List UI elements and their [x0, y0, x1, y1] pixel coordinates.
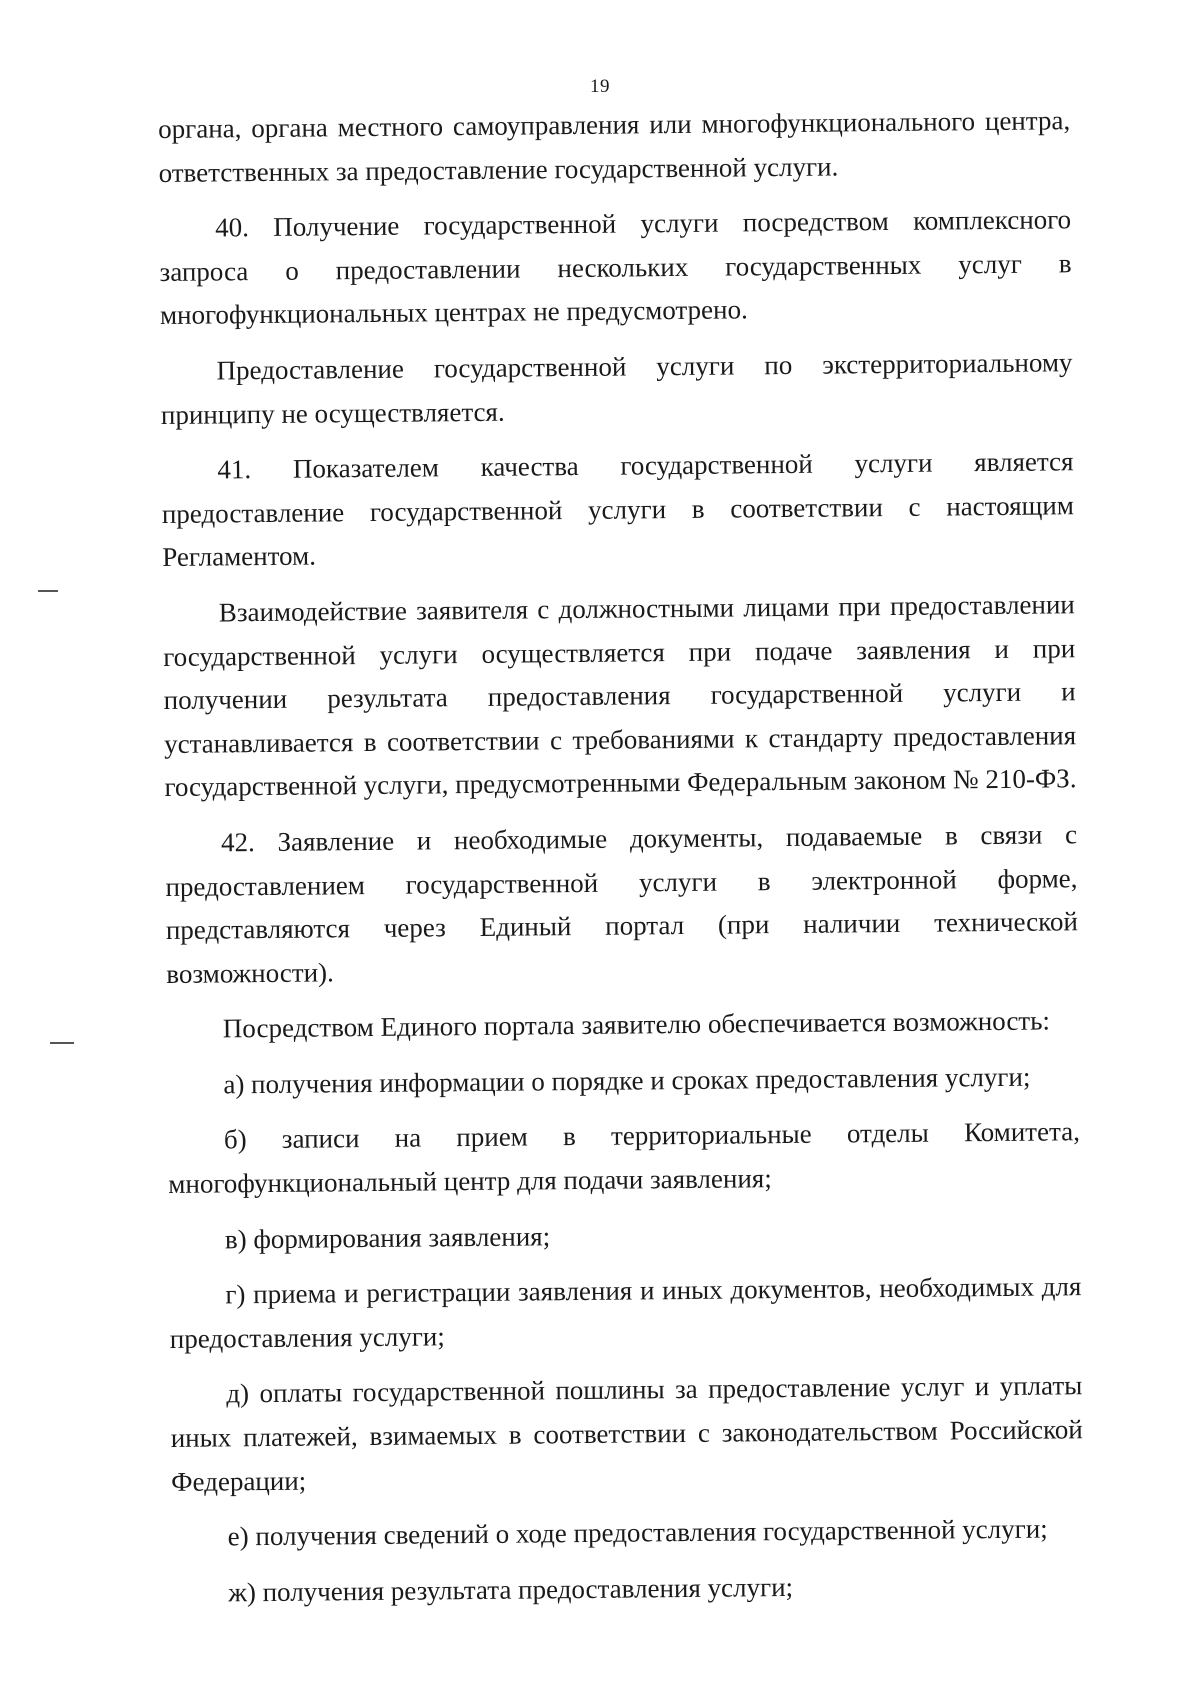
margin-mark	[38, 590, 58, 592]
paragraph: 41. Показателем качества государственной услуги является предоставление государственной услуги в соответствии с настоящим Регламентом.	[161, 446, 1074, 573]
list-item: д) оплаты государственной пошлины за предоставление услуг и уплаты иных платежей, взимаемых в соответствии с законодательством Российской Федерации;	[170, 1370, 1083, 1497]
paragraph: Посредством Единого портала заявителю обеспечивается возможность:	[222, 1005, 1051, 1044]
paragraph: Взаимодействие заявителя с должностными лицами при предоставлении государственной услуги осуществляется при подаче заявления и при получении результата предоставления государственной услуги и устанавливается в соответствии с требованиями к стандарту предоставления государственной услуги, предусмотренными Федеральным законом № 210-ФЗ.	[163, 589, 1077, 803]
list-item: а) получения информации о порядке и сроках предоставления услуги;	[223, 1061, 1031, 1100]
page-number: 19	[590, 76, 610, 97]
document-body	[158, 99, 1085, 1627]
list-item: г) приема и регистрации заявления и иных документов, необходимых для предоставления услуги;	[169, 1271, 1082, 1354]
paragraph: 42. Заявление и необходимые документы, подаваемые в связи с предоставлением государственной услуги в электронной форме, представляются через Единый портал (при наличии технической возможности).	[165, 819, 1078, 989]
paragraph: 40. Получение государственной услуги посредством комплексного запроса о предоставлении нескольких государственных услуг в многофункциональных центрах не предусмотрено.	[159, 204, 1072, 331]
list-item: е) получения сведений о ходе предоставления государственной услуги;	[227, 1513, 1048, 1552]
paragraph: органа, органа местного самоуправления или многофункционального центра, ответственных за предоставление государственной услуги.	[158, 105, 1071, 188]
margin-mark	[50, 1042, 74, 1044]
list-item: в) формирования заявления;	[224, 1220, 551, 1255]
paragraph: Предоставление государственной услуги по экстерриториальному принципу не осуществляется.	[160, 347, 1073, 430]
list-item: б) записи на прием в территориальные отделы Комитета, многофункциональный центр для подачи заявления;	[168, 1116, 1081, 1200]
list-item: ж) получения результата предоставления услуги;	[228, 1571, 794, 1608]
